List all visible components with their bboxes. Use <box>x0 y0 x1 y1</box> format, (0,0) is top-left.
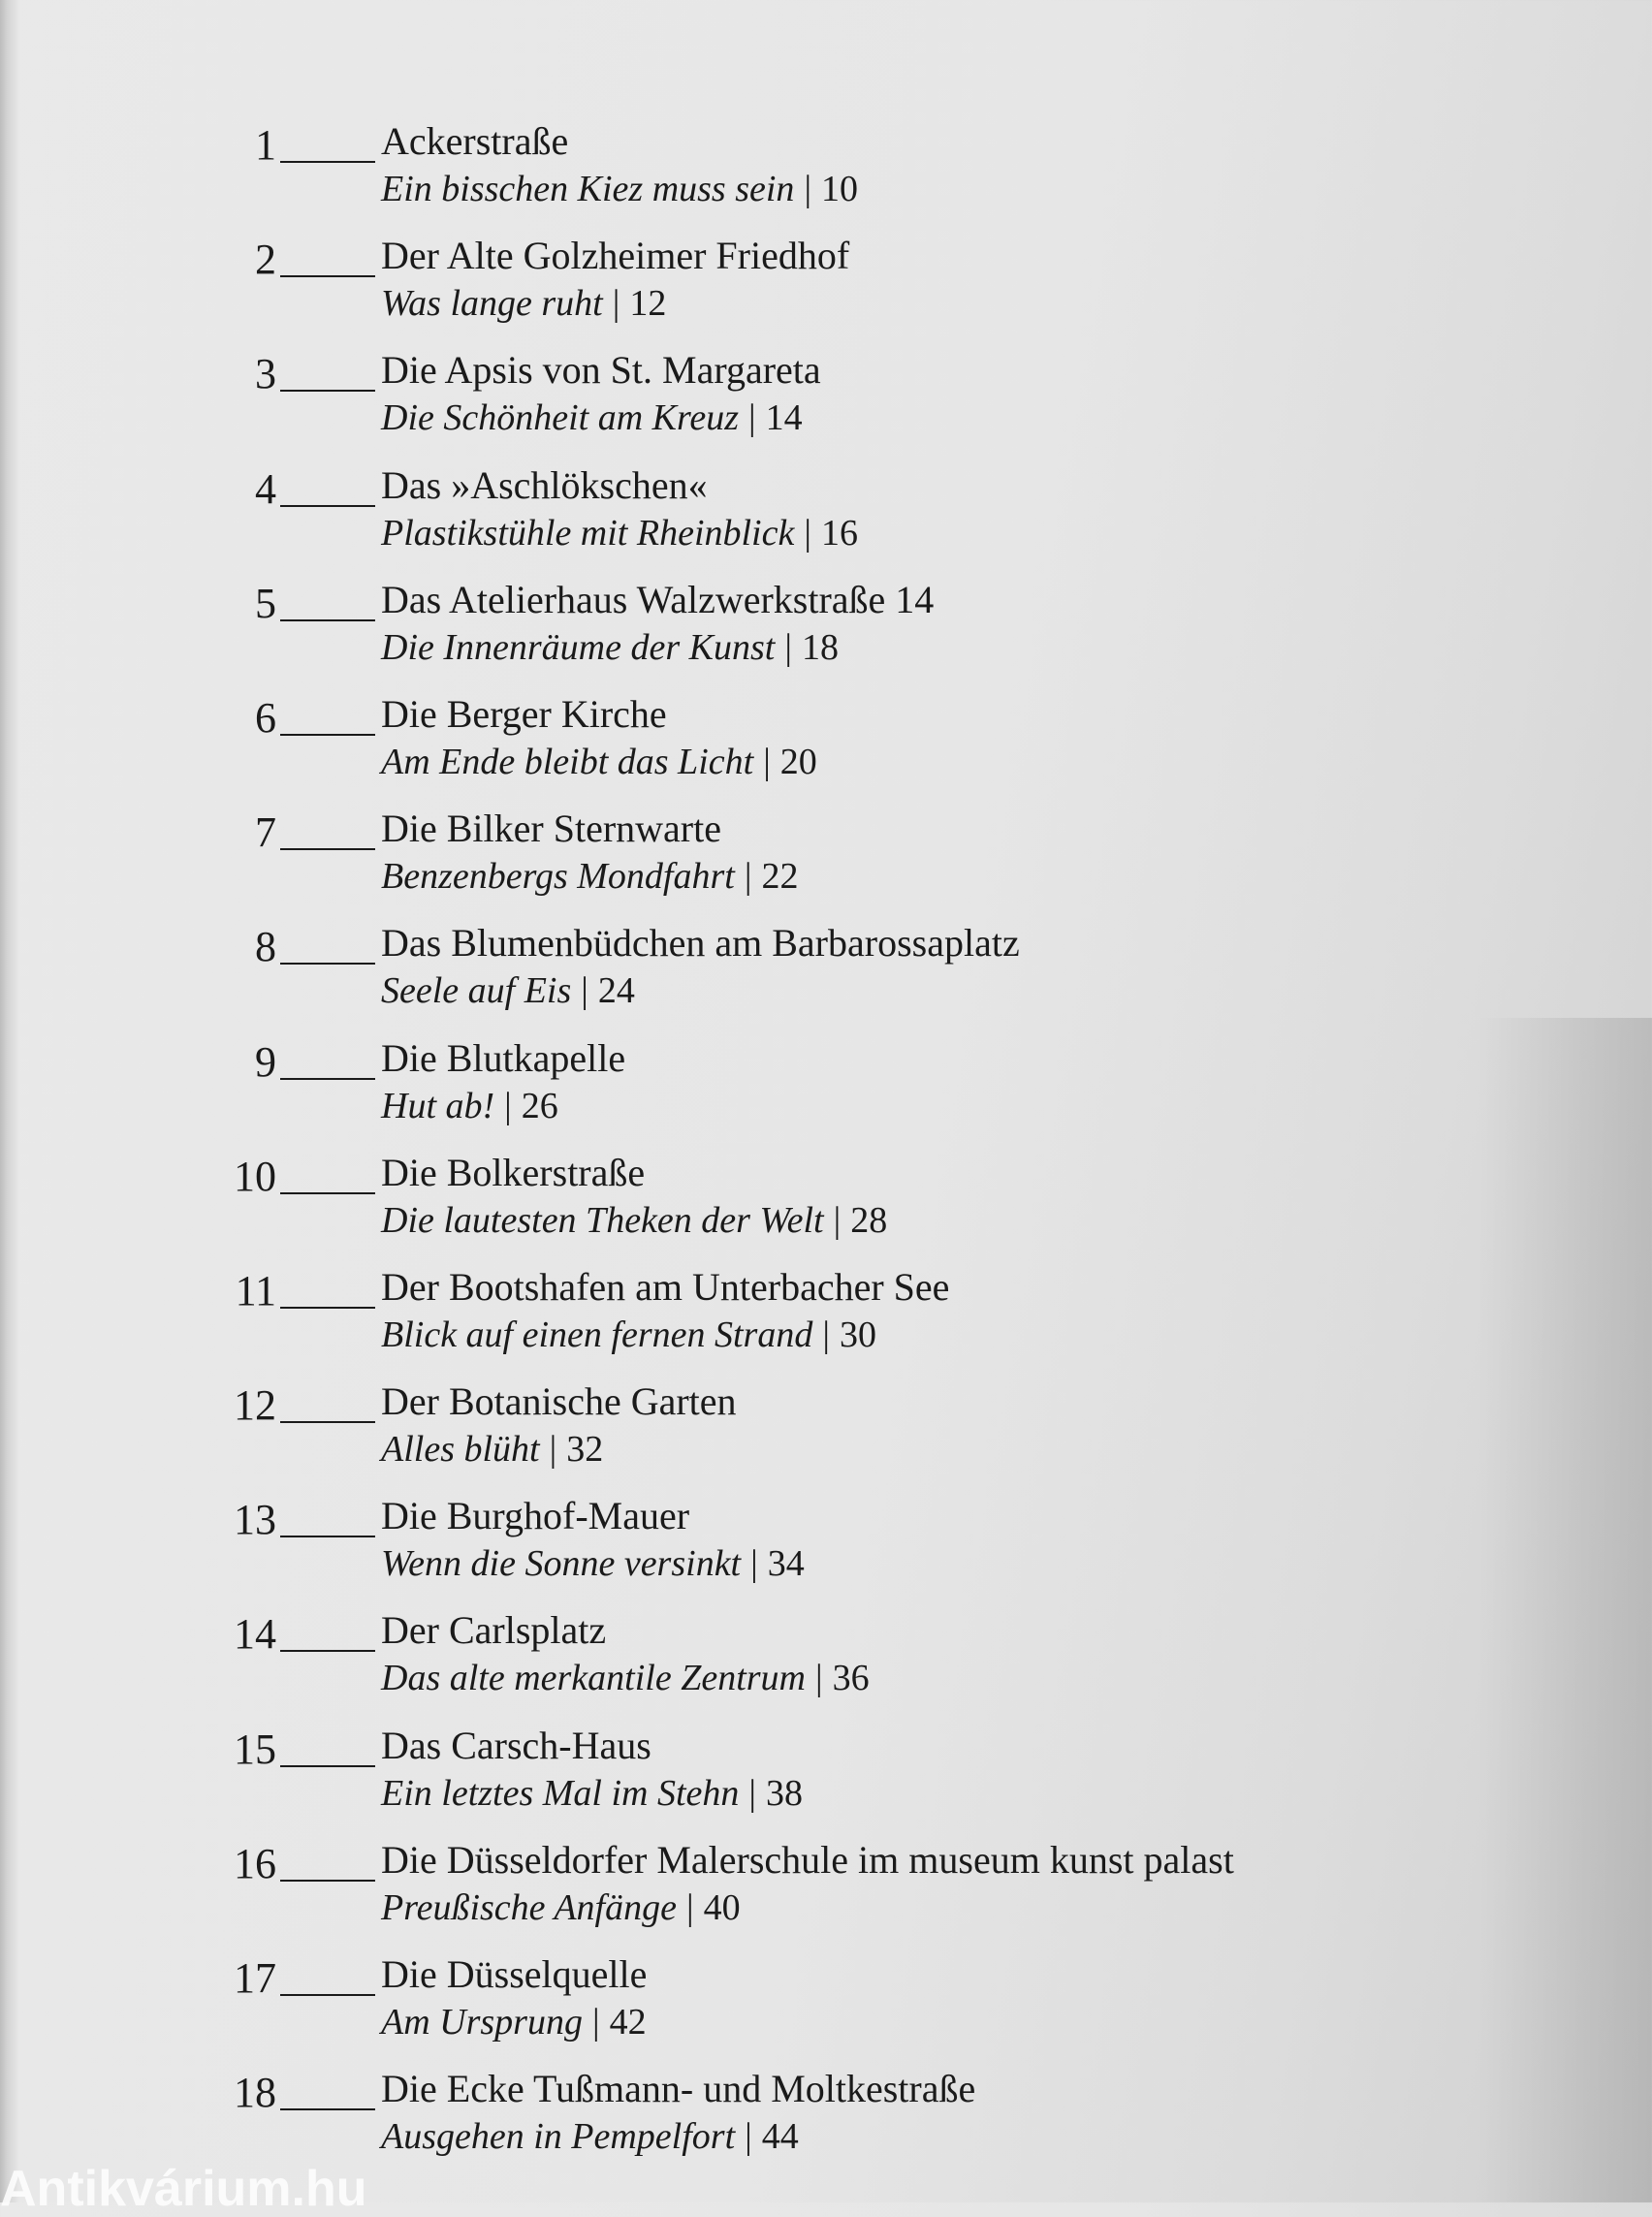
leader-rule <box>280 619 375 621</box>
leader-rule <box>280 1650 375 1652</box>
watermark: Antikvárium.hu <box>0 2161 367 2217</box>
entry-number: 6 <box>255 693 276 742</box>
entry-subtitle-line <box>381 2000 647 2044</box>
entry-page-number: 32 <box>566 1429 604 1471</box>
page-separator: | <box>744 856 752 898</box>
entry-subtitle-line <box>381 740 817 784</box>
entry-subtitle-line <box>381 1771 803 1816</box>
entry-subtitle: Ausgehen in Pempelfort <box>381 2116 736 2158</box>
leader-rule <box>280 1078 375 1080</box>
entry-title: Die Düsseldorfer Malerschule im museum kunst palast <box>381 1837 1234 1882</box>
entry-page-number: 40 <box>703 1886 741 1928</box>
leader-rule <box>280 1421 375 1423</box>
entry-number: 8 <box>255 923 276 971</box>
entry-subtitle: Ein bisschen Kiez muss sein <box>381 169 795 209</box>
entry-title: Der Botanische Garten <box>381 1379 737 1424</box>
entry-page-number: 24 <box>597 970 635 1012</box>
page-separator: | <box>685 1886 694 1928</box>
page-separator: | <box>591 2002 600 2043</box>
page-edge <box>0 0 19 2202</box>
entry-subtitle: Seele auf Eis <box>381 970 572 1012</box>
toc-entry <box>199 118 1459 233</box>
entry-number: 18 <box>234 2069 276 2117</box>
entry-number: 17 <box>234 1954 276 2002</box>
page-separator: | <box>745 2116 752 2158</box>
entry-number: 15 <box>234 1725 276 1773</box>
page-separator: | <box>833 1199 842 1241</box>
entry-page-number: 26 <box>521 1085 558 1126</box>
page-separator: | <box>612 283 620 325</box>
entry-page-number: 44 <box>761 2116 799 2158</box>
entry-subtitle-line <box>381 511 858 555</box>
entry-subtitle-line <box>381 281 666 326</box>
entry-title: Der Bootshafen am Unterbacher See <box>381 1264 950 1309</box>
entry-title: Der Alte Golzheimer Friedhof <box>381 234 850 278</box>
entry-title: Ackerstraße <box>381 119 569 163</box>
entry-number: 9 <box>255 1037 276 1086</box>
entry-subtitle: Benzenbergs Mondfahrt <box>381 856 735 898</box>
entry-page-number: 30 <box>839 1314 876 1355</box>
entry-title: Die Apsis von St. Margareta <box>381 348 821 393</box>
entry-subtitle-line <box>381 1541 805 1586</box>
entry-number: 12 <box>234 1381 276 1430</box>
leader-rule <box>280 1994 375 1996</box>
entry-subtitle-line <box>381 968 635 1013</box>
entry-subtitle: Die Innenräume der Kunst <box>381 626 776 668</box>
entry-subtitle-line <box>381 1313 876 1357</box>
entry-page-number: 28 <box>850 1199 888 1241</box>
entry-subtitle: Was lange ruht <box>381 283 603 325</box>
entry-page-number: 34 <box>767 1543 805 1585</box>
toc-entry <box>199 233 1459 347</box>
entry-page-number: 36 <box>832 1658 870 1699</box>
entry-number: 7 <box>255 808 276 857</box>
toc-entry <box>199 1723 1459 1837</box>
entry-subtitle: Die Schönheit am Kreuz <box>381 397 740 439</box>
leader-rule <box>280 734 375 736</box>
toc-entry <box>199 1378 1459 1493</box>
entry-subtitle: Plastikstühle mit Rheinblick <box>381 512 795 554</box>
entry-title: Das Carsch-Haus <box>381 1723 651 1767</box>
entry-number: 16 <box>234 1839 276 1887</box>
entry-page-number: 14 <box>765 397 803 439</box>
page-separator: | <box>750 1543 758 1585</box>
entry-title: Die Burghof-Mauer <box>381 1494 690 1538</box>
entry-title: Der Carlsplatz <box>381 1608 607 1653</box>
page-separator: | <box>549 1429 557 1471</box>
toc-entry <box>199 577 1459 691</box>
entry-page-number: 10 <box>821 169 859 209</box>
entry-subtitle: Wenn die Sonne versinkt <box>381 1543 742 1585</box>
entry-number: 10 <box>234 1152 276 1200</box>
toc-entry <box>199 920 1459 1034</box>
entry-number: 1 <box>255 121 276 169</box>
leader-rule <box>280 1192 375 1194</box>
entry-subtitle: Blick auf einen fernen Strand <box>381 1314 813 1355</box>
toc-entry <box>199 691 1459 806</box>
page-separator: | <box>804 169 812 209</box>
entry-page-number: 20 <box>779 741 817 782</box>
entry-page-number: 18 <box>801 626 839 668</box>
toc-entry <box>199 1493 1459 1607</box>
page-separator: | <box>748 1772 756 1814</box>
toc-entry <box>199 1035 1459 1150</box>
entry-subtitle: Die lautesten Theken der Welt <box>381 1199 824 1241</box>
entry-subtitle-line <box>381 854 798 899</box>
entry-subtitle: Am Ursprung <box>381 2002 583 2043</box>
toc-entry <box>199 2066 1459 2180</box>
page-shadow <box>1477 1018 1652 2202</box>
page-separator: | <box>784 626 792 668</box>
entry-number: 11 <box>235 1266 276 1314</box>
page-separator: | <box>822 1314 830 1355</box>
entry-number: 4 <box>255 464 276 513</box>
entry-title: Das »Aschlökschen« <box>381 462 708 507</box>
entry-subtitle: Das alte merkantile Zentrum <box>381 1658 807 1699</box>
entry-subtitle-line <box>381 1198 887 1243</box>
entry-subtitle-line <box>381 396 803 440</box>
page-separator: | <box>763 741 771 782</box>
leader-rule <box>280 1765 375 1767</box>
entry-subtitle: Am Ende bleibt das Licht <box>381 741 754 782</box>
entry-title: Die Berger Kirche <box>381 691 667 736</box>
entry-number: 5 <box>255 579 276 627</box>
leader-rule <box>280 390 375 392</box>
entry-subtitle-line <box>381 1084 558 1128</box>
entry-page-number: 38 <box>766 1772 803 1814</box>
entry-title: Die Ecke Tußmann- und Moltkestraße <box>381 2067 976 2111</box>
toc-entry <box>199 462 1459 577</box>
toc-entry <box>199 1264 1459 1378</box>
toc-entry <box>199 806 1459 920</box>
entry-subtitle: Preußische Anfänge <box>381 1886 677 1928</box>
leader-rule <box>280 161 375 163</box>
leader-rule <box>280 1307 375 1309</box>
entry-number: 2 <box>255 236 276 284</box>
page-separator: | <box>748 397 756 439</box>
leader-rule <box>280 848 375 850</box>
entry-subtitle-line <box>381 1885 741 1930</box>
toc-entry <box>199 1150 1459 1264</box>
entry-page-number: 42 <box>609 2002 647 2043</box>
entry-number: 14 <box>234 1610 276 1659</box>
leader-rule <box>280 1880 375 1882</box>
entry-title: Die Bilker Sternwarte <box>381 807 721 851</box>
entry-page-number: 12 <box>629 283 667 325</box>
entry-title: Das Atelierhaus Walzwerkstraße 14 <box>381 577 935 621</box>
entry-subtitle: Ein letztes Mal im Stehn <box>381 1772 740 1814</box>
page-separator: | <box>815 1658 823 1699</box>
toc-entry <box>199 347 1459 461</box>
leader-rule <box>280 505 375 507</box>
leader-rule <box>280 2108 375 2110</box>
leader-rule <box>280 963 375 965</box>
toc-entry <box>199 1607 1459 1722</box>
entry-title: Die Blutkapelle <box>381 1035 626 1080</box>
entry-subtitle-line <box>381 167 858 211</box>
page-separator: | <box>804 512 811 554</box>
entry-subtitle: Alles blüht <box>381 1429 540 1471</box>
leader-rule <box>280 1536 375 1537</box>
entry-number: 13 <box>234 1496 276 1544</box>
entry-title: Die Bolkerstraße <box>381 1150 646 1194</box>
table-of-contents <box>199 118 1459 2180</box>
toc-entry <box>199 1951 1459 2066</box>
page-separator: | <box>581 970 588 1012</box>
entry-subtitle-line <box>381 1656 870 1700</box>
leader-rule <box>280 275 375 277</box>
toc-entry <box>199 1837 1459 1951</box>
entry-subtitle: Hut ab! <box>381 1085 495 1126</box>
entry-page-number: 16 <box>820 512 858 554</box>
entry-number: 3 <box>255 350 276 398</box>
entry-title: Das Blumenbüdchen am Barbarossaplatz <box>381 921 1020 966</box>
entry-subtitle-line <box>381 625 839 670</box>
entry-page-number: 22 <box>761 856 799 898</box>
page-separator: | <box>504 1085 512 1126</box>
entry-title: Die Düsselquelle <box>381 1952 648 1996</box>
entry-subtitle-line <box>381 2114 799 2159</box>
entry-subtitle-line <box>381 1427 603 1472</box>
